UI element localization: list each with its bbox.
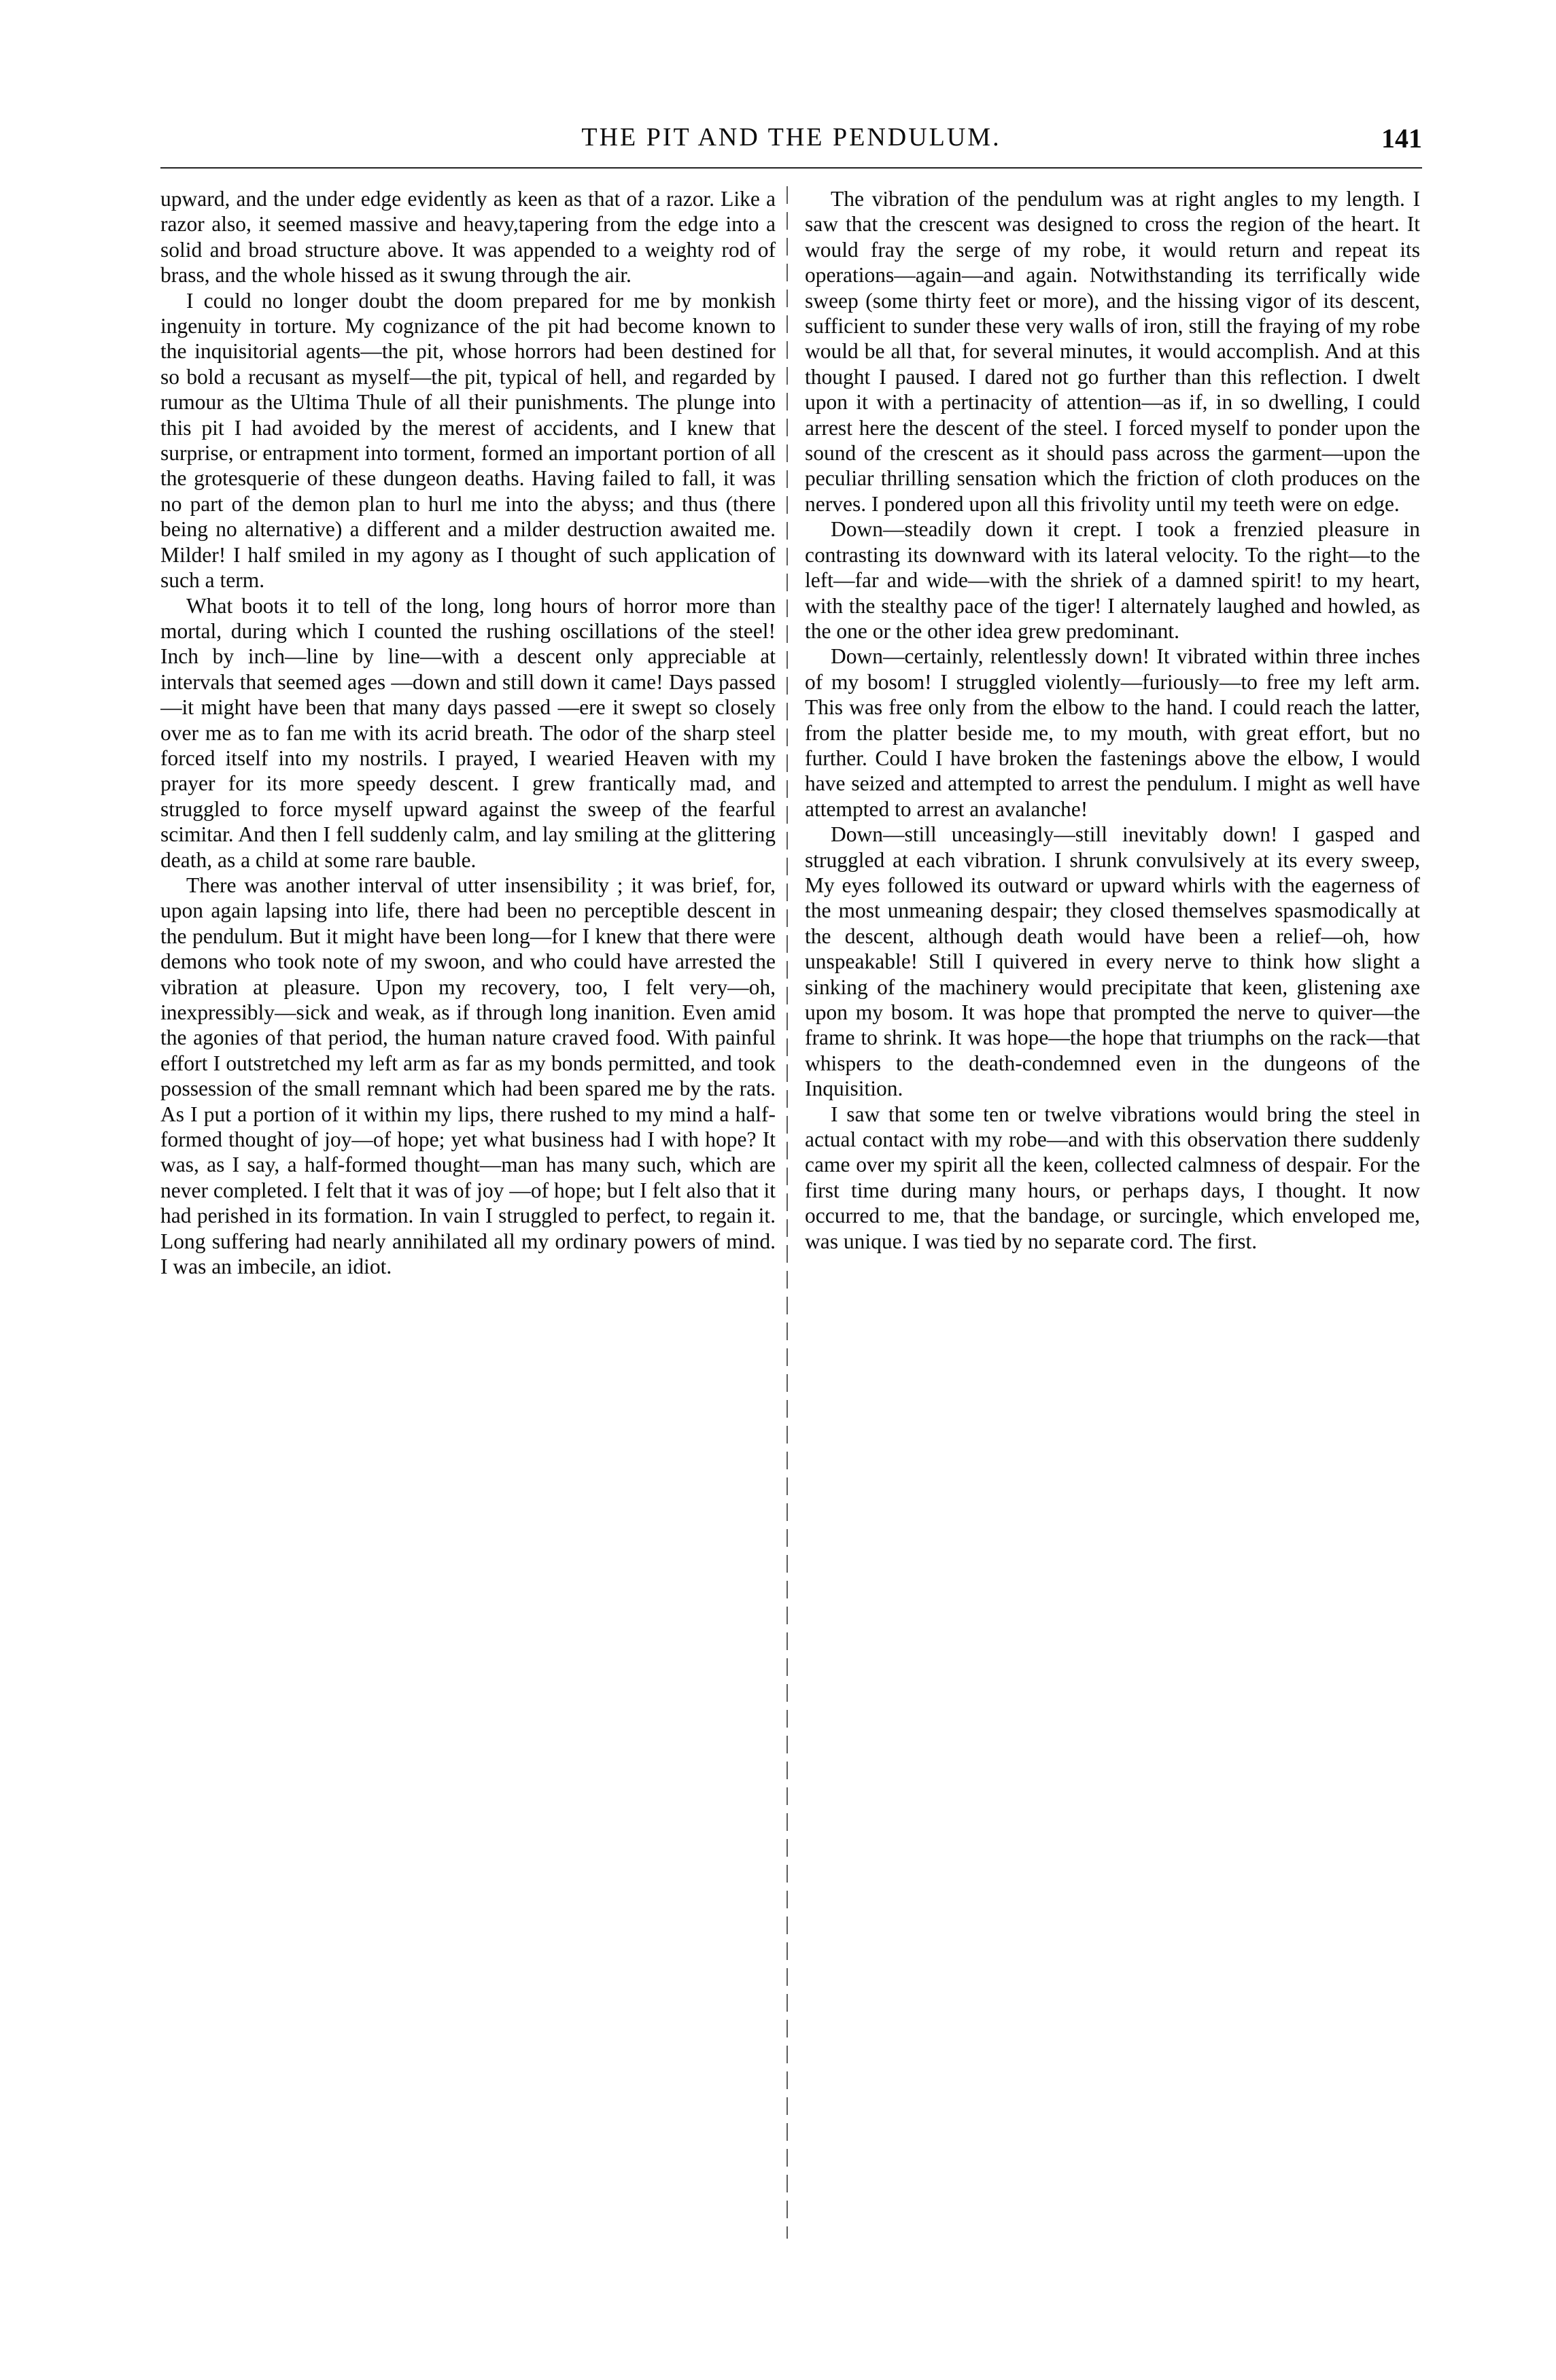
paragraph: I saw that some ten or twelve vibrations would bring the steel in actual contact with my robe—and with this observation there suddenly came over my spirit all the keen, collected calmness of despair. For the first time during many hours, or perhaps days, I thought. It now occurred to me, that the bandage, or surcingle, which enveloped me, was unique. I was tied by no separate cord. The first. xyxy=(805,1102,1420,1253)
paragraph: I could no longer doubt the doom prepared for me by monkish ingenuity in torture. My cognizance of the pit had become known to the inquisitorial agents—the pit, whose horrors had been destined for so bold a recusant as myself—the pit, typical of hell, and regarded by rumour as the Ultima Thule of all their punishments. The plunge into this pit I had avoided by the merest of accidents, and I knew that surprise, or entrapment into torment, formed an important portion of all the grotesquerie of these dungeon deaths. Having failed to fall, it was no part of the demon plan to hurl me into the abyss; and thus (there being no alternative) a different and a milder destruction awaited me. Milder! I half smiled in my agony as I thought of such application of such a term. xyxy=(160,288,776,593)
paragraph: The vibration of the pendulum was at right angles to my length. I saw that the crescent was designed to cross the region of the heart. It would fray the serge of my robe, it would return and repeat its operations—again—and again. Notwithstanding its terrifically wide sweep (some thirty feet or more), and the hissing vigor of its descent, sufficient to sunder these very walls of iron, still the fraying of my robe would be all that, for several minutes, it would accomplish. And at this thought I paused. I dared not go further than this reflection. I dwelt upon it with a pertinacity of attention—as if, in so dwelling, I could arrest here the descent of the steel. I forced myself to ponder upon the sound of the crescent as it should pass across the garment—upon the peculiar thrilling sensation which the friction of cloth produces on the nerves. I pondered upon all this frivolity until my teeth were on edge. xyxy=(805,187,1420,516)
page-header xyxy=(160,122,1422,166)
running-title: THE PIT AND THE PENDULUM. xyxy=(581,123,1001,152)
paragraph: What boots it to tell of the long, long hours of horror more than mortal, during which I counted the rushing oscillations of the steel! Inch by inch—line by line—with a descent only appreciable at intervals that seemed ages —down and still down it came! Days passed —it might have been that many days passed —ere it swept so closely over me as to fan me with its acrid breath. The odor of the sharp steel forced itself into my nostrils. I prayed, I wearied Heaven with my prayer for its more speedy descent. I grew frantically mad, and struggled to force myself upward against the sweep of the fearful scimitar. And then I fell suddenly calm, and lay smiling at the glittering death, as a child at some rare bauble. xyxy=(160,593,776,872)
paragraph: upward, and the under edge evidently as keen as that of a razor. Like a razor also, it seemed massive and heavy,tapering from the edge into a solid and broad structure above. It was appended to a weighty rod of brass, and the whole hissed as it swung through the air. xyxy=(160,187,776,287)
paragraph: Down—still unceasingly—still inevitably down! I gasped and struggled at each vibration. I shrunk convulsively at its every sweep, My eyes followed its outward or upward whirls with the eagerness of the most unmeaning despair; they closed themselves spasmodically at the descent, although death would have been a relief—oh, how unspeakable! Still I quivered in every nerve to think how slight a sinking of the machinery would precipitate that keen, glistening axe upon my bosom. It was hope that prompted the nerve to quiver—the frame to shrink. It was hope—the hope that triumphs on the rack—that whispers to the death-condemned even in the dungeons of the Inquisition. xyxy=(805,822,1420,1101)
paragraph: Down—certainly, relentlessly down! It vibrated within three inches of my bosom! I struggled violently—furiously—to free my left arm. This was free only from the elbow to the hand. I could reach the latter, from the platter beside me, to my mouth, with great effort, but no further. Could I have broken the fastenings above the elbow, I would have seized and attempted to arrest the pendulum. I might as well have attempted to arrest an avalanche! xyxy=(805,644,1420,821)
header-rule xyxy=(160,167,1422,169)
left-column xyxy=(160,186,776,2266)
paragraph: There was another interval of utter insensibility ; it was brief, for, upon again lapsing into life, there had been no perceptible descent in the pendulum. But it might have been long—for I knew that there were demons who took note of my swoon, and who could have arrested the vibration at pleasure. Upon my recovery, too, I felt very—oh, inexpressibly—sick and weak, as if through long inanition. Even amid the agonies of that period, the human nature craved food. With painful effort I outstretched my left arm as far as my bonds permitted, and took possession of the small remnant which had been spared me by the rats. As I put a portion of it within my lips, there rushed to my mind a half-formed thought of joy—of hope; yet what business had I with hope? It was, as I say, a half-formed thought—man has many such, which are never completed. I felt that it was of joy —of hope; but I felt also that it had perished in its formation. In vain I struggled to perfect, to regain it. Long suffering had nearly annihilated all my ordinary powers of mind. I was an imbecile, an idiot. xyxy=(160,873,776,1279)
paragraph: Down—steadily down it crept. I took a frenzied pleasure in contrasting its downward with its lateral velocity. To the right—to the left—far and wide—with the shriek of a damned spirit! to my heart, with the stealthy pace of the tiger! I alternately laughed and howled, as the one or the other idea grew predominant. xyxy=(805,517,1420,643)
page-number: 141 xyxy=(1381,123,1422,154)
right-column xyxy=(805,186,1420,2266)
column-divider xyxy=(786,186,788,2239)
